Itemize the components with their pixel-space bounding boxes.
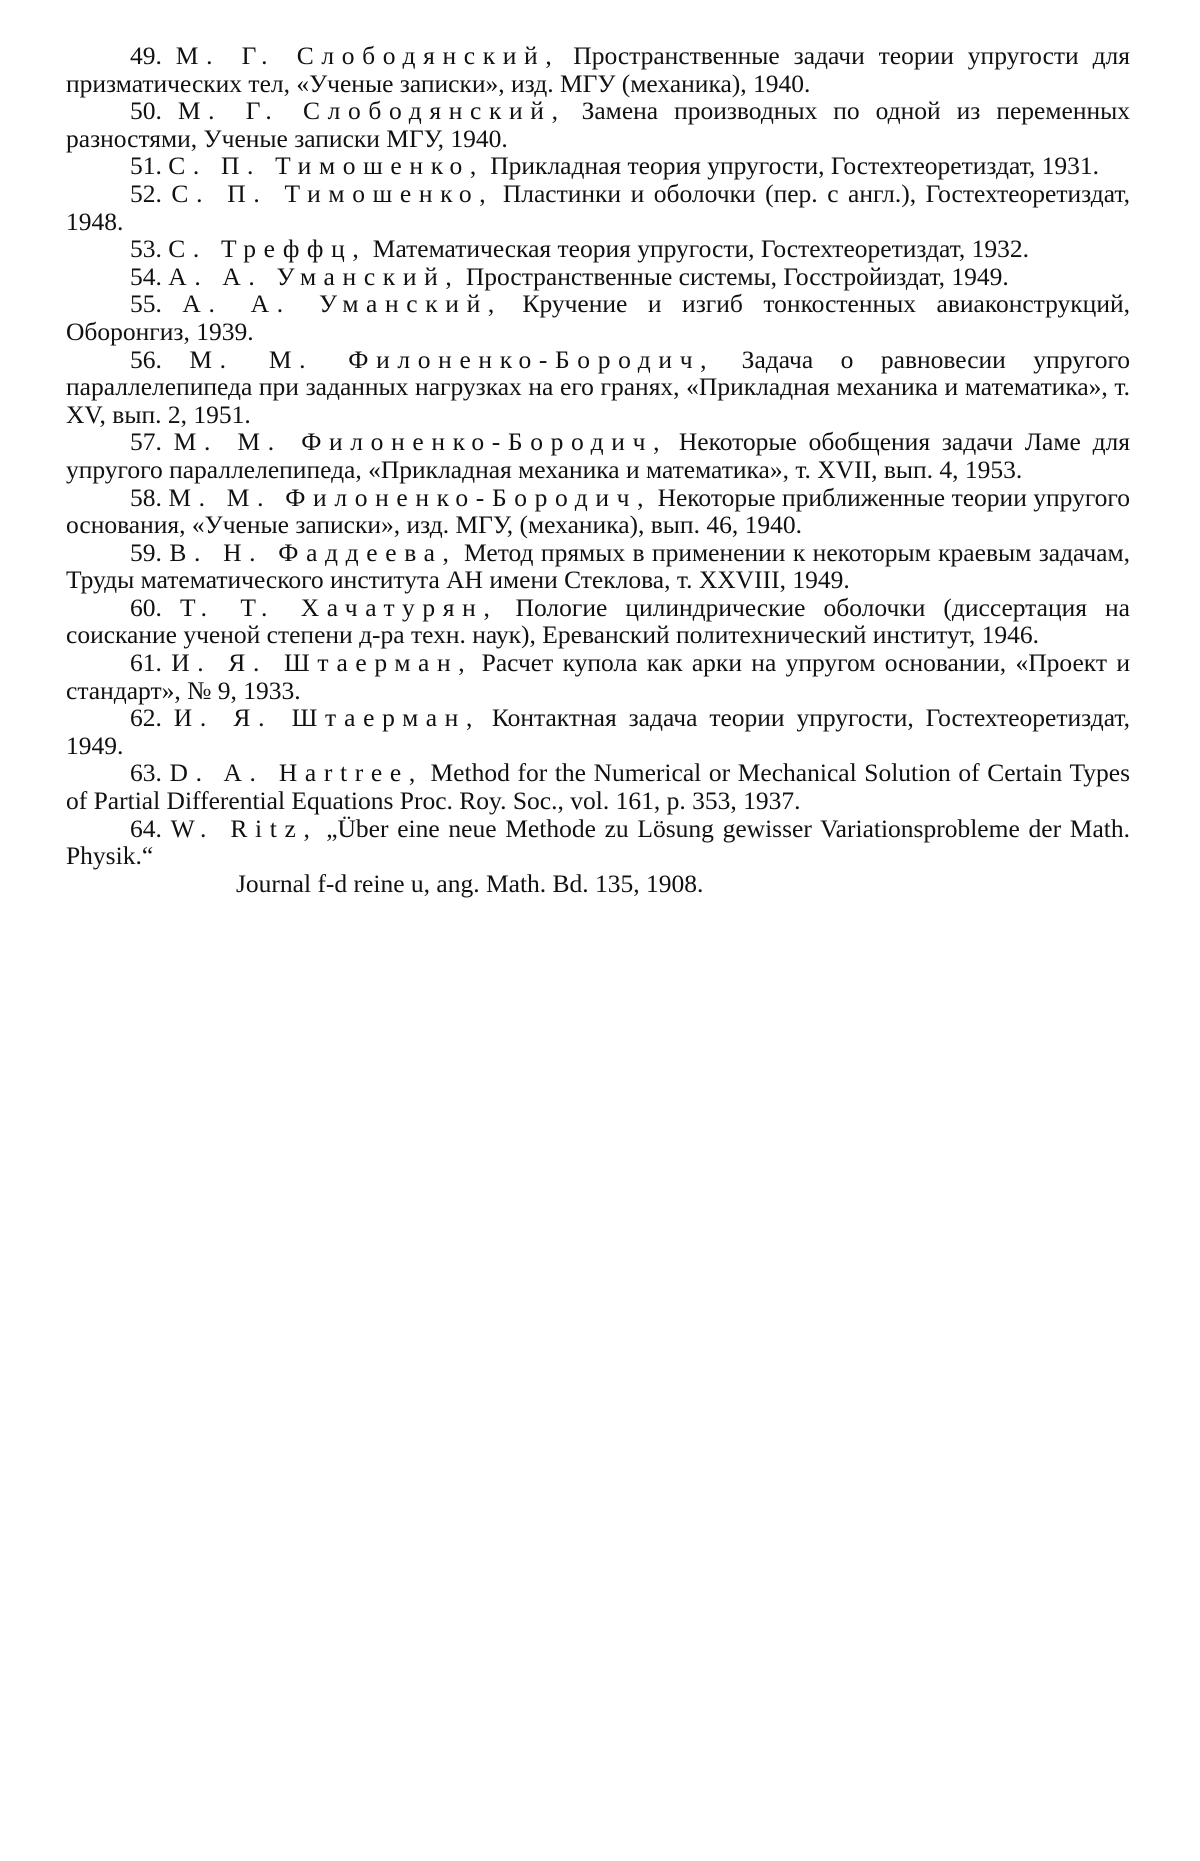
- reference-number: 63.: [130, 758, 162, 788]
- reference-item: [66, 180, 1130, 235]
- reference-text: Method for the Numerical or Mechanical Solution of Certain Types of Partial Differential Equations Proc. Roy. Soc., vol. 161, p. 353, 1937.: [66, 758, 1130, 816]
- reference-author: А. А. Уманский,: [182, 289, 502, 319]
- reference-number: 56.: [130, 344, 162, 374]
- reference-author: М. М. Филоненко-Бородич,: [189, 344, 715, 374]
- reference-text: Расчет купола как арки на упругом основании, «Проект и стандарт», № 9, 1933.: [66, 648, 1130, 705]
- reference-author: М. М. Филоненко-Бородич,: [173, 427, 668, 457]
- reference-author: С. Треффц,: [168, 234, 367, 264]
- reference-number: 51.: [130, 151, 162, 181]
- reference-author: М. Г. Слободянский,: [177, 96, 566, 126]
- reference-item: [66, 97, 1130, 152]
- reference-item: [66, 290, 1130, 345]
- reference-continuation: Journal f-d reine u, ang. Math. Bd. 135, 1908.: [236, 868, 704, 898]
- reference-number: 52.: [130, 178, 162, 208]
- reference-number: 59.: [130, 537, 162, 567]
- reference-number: 58.: [130, 482, 162, 512]
- reference-text: Прикладная теория упругости, Гостехтеоретиздат, 1931.: [483, 151, 1099, 181]
- reference-item: [66, 704, 1130, 759]
- reference-number: 62.: [130, 703, 162, 733]
- reference-text: Замена производных по одной из переменных разностями, Ученые записки МГУ, 1940.: [66, 96, 1131, 153]
- reference-text: Пластинки и оболочки (пер. с англ.), Гостехтеоретиздат, 1948.: [66, 178, 1130, 236]
- reference-number: 64.: [130, 813, 162, 843]
- reference-text: Математическая теория упругости, Гостехтеоретиздат, 1932.: [366, 234, 1029, 264]
- reference-text: Пологие цилиндрические оболочки (диссертация на соискание ученой степени д-ра техн. наук), Ереванский политехнический институт, 1946.: [66, 592, 1130, 650]
- reference-number: 61.: [130, 648, 162, 678]
- reference-text: Контактная задача теории упругости, Гостехтеоретиздат, 1949.: [66, 703, 1130, 760]
- reference-text: Некоторые обобщения задачи Ламе для упругого параллелепипеда, «Прикладная механика и математика», т. XVII, вып. 4, 1953.: [66, 427, 1131, 484]
- reference-author: D. A. Hartree,: [169, 758, 423, 788]
- reference-item: [66, 428, 1130, 483]
- references-list: [66, 42, 1130, 897]
- reference-text: Некоторые приближенные теории упругого основания, «Ученые записки», изд. МГУ, (механика), вып. 46, 1940.: [66, 482, 1130, 540]
- reference-author: С. П. Тимошенко,: [171, 178, 494, 208]
- reference-author: С. П. Тимошенко,: [168, 151, 484, 181]
- reference-item: [66, 594, 1130, 649]
- reference-text: Пространственные задачи теории упругости для призматических тел, «Ученые записки», изд. МГУ (механика), 1940.: [66, 41, 1130, 98]
- reference-item: [66, 539, 1130, 594]
- reference-item: [66, 42, 1130, 97]
- reference-number: 57.: [130, 427, 162, 457]
- reference-number: 49.: [130, 41, 162, 70]
- reference-text: Метод прямых в применении к некоторым краевым задачам, Труды математического института АН имени Стеклова, т. XXVIII, 1949.: [66, 537, 1131, 595]
- reference-number: 60.: [130, 592, 162, 622]
- reference-text: Кручение и изгиб тонкостенных авиаконструкций, Оборонгиз, 1939.: [66, 289, 1130, 346]
- reference-number: 50.: [130, 96, 162, 126]
- reference-author: Т. Т. Хачатурян,: [179, 592, 498, 622]
- reference-number: 54.: [130, 261, 162, 291]
- reference-item: [66, 235, 1130, 263]
- reference-author: И. Я. Штаерман,: [171, 648, 473, 678]
- reference-author: А. А. Уманский,: [168, 261, 460, 291]
- reference-text: Задача о равновесии упругого параллелепипеда при заданных нагрузках на его гранях, «Прикладная механика и математика», т. XV, вып. 2, 1951.: [66, 344, 1131, 429]
- reference-author: М. Г. Слободянский,: [175, 41, 560, 70]
- reference-author: W. Ritz,: [170, 813, 318, 843]
- reference-number: 53.: [130, 234, 162, 264]
- reference-text: „Über eine neue Methode zu Lösung gewisser Variationsprobleme der Math. Physik.“: [66, 813, 1130, 871]
- reference-item: [66, 152, 1130, 180]
- reference-text: Пространственные системы, Госстройиздат, 1949.: [459, 261, 1009, 291]
- reference-item: [66, 759, 1130, 814]
- reference-item: [66, 346, 1130, 429]
- reference-item: [66, 263, 1130, 291]
- reference-author: И. Я. Штаерман,: [173, 703, 480, 733]
- reference-author: М. М. Филоненко-Бородич,: [168, 482, 652, 512]
- reference-item: [66, 815, 1130, 870]
- reference-item: [66, 484, 1130, 539]
- reference-number: 55.: [130, 289, 162, 319]
- reference-item: [66, 649, 1130, 704]
- reference-author: В. Н. Фаддеева,: [169, 537, 457, 567]
